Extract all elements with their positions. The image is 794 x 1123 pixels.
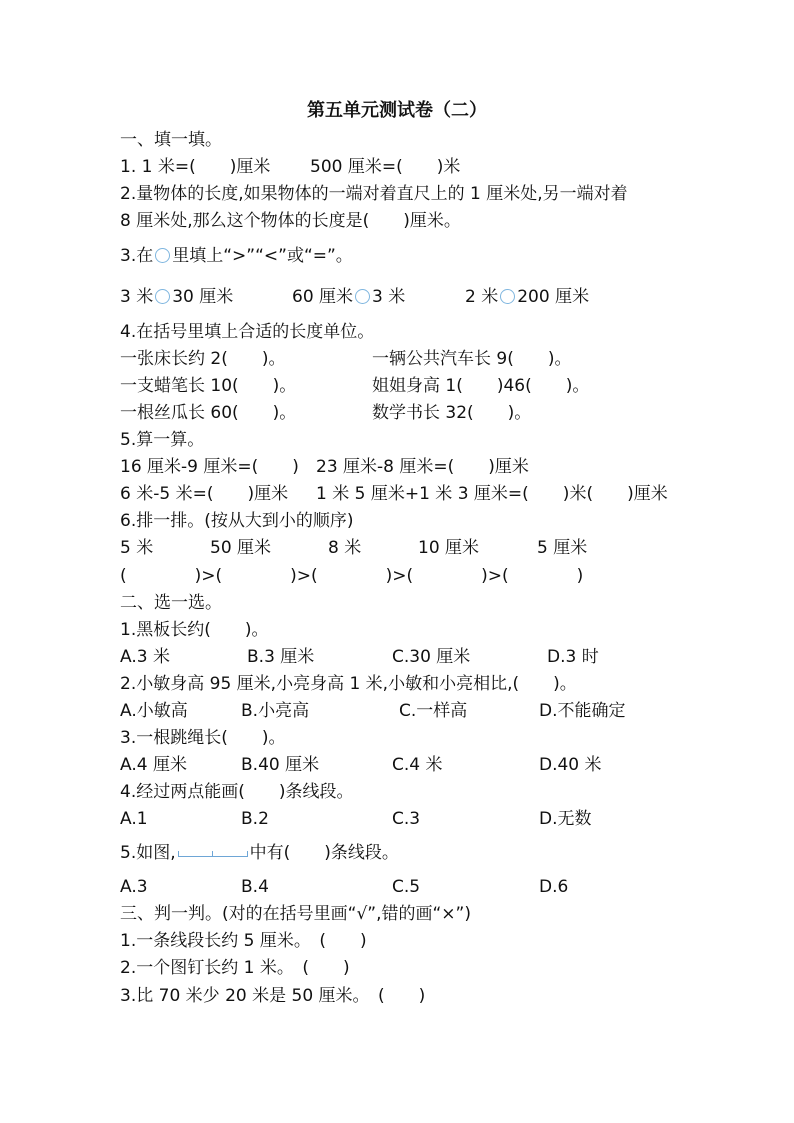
q2-5-opt-c: C.5 [392, 877, 421, 897]
q1-3-stem [120, 246, 353, 266]
compare-circle-icon [355, 289, 370, 304]
q2-4-opt-b: B.2 [241, 809, 269, 829]
q3-2: 2.一个图钉长约 1 米。 ( ) [120, 958, 350, 978]
q2-3-opt-c: C.4 米 [392, 755, 443, 775]
compare-2-left: 60 厘米 [292, 287, 354, 307]
compare-3-right: 200 厘米 [517, 287, 590, 307]
q2-3-opt-a: A.4 厘米 [120, 755, 187, 775]
q1-2-line1: 2.量物体的长度,如果物体的一端对着直尺上的 1 厘米处,另一端对着 [120, 184, 628, 204]
compare-2 [292, 287, 405, 307]
q1-4-r3b: 数学书长 32( )。 [372, 403, 532, 423]
q3-1: 1.一条线段长约 5 厘米。 ( ) [120, 931, 367, 951]
page-title: 第五单元测试卷（二） [307, 100, 487, 121]
q1-6-order: ( )>( )>( )>( )>( ) [120, 566, 584, 586]
q1-6-item: 5 米 [120, 538, 154, 558]
q1-6-item: 8 米 [328, 538, 362, 558]
q2-4-stem: 4.经过两点能画( )条线段。 [120, 782, 354, 802]
q2-2-opt-d: D.不能确定 [539, 701, 626, 721]
q2-3-stem: 3.一根跳绳长( )。 [120, 728, 286, 748]
q2-3-opt-b: B.40 厘米 [241, 755, 320, 775]
q1-4-r2a: 一支蜡笔长 10( )。 [120, 376, 297, 396]
q1-4-r3a: 一根丝瓜长 60( )。 [120, 403, 297, 423]
q2-1-opt-a: A.3 米 [120, 647, 170, 667]
segment-tick [178, 851, 179, 857]
q2-3-opt-d: D.40 米 [539, 755, 602, 775]
q2-2-stem: 2.小敏身高 95 厘米,小亮身高 1 米,小敏和小亮相比,( )。 [120, 674, 577, 694]
q1-3-post: 里填上“>”“<”或“=”。 [172, 246, 353, 266]
q2-5-post: 中有( )条线段。 [249, 843, 399, 863]
compare-1 [120, 287, 233, 307]
section-1-heading: 一、填一填。 [120, 130, 222, 150]
segment-tick [247, 851, 248, 857]
segment-line [178, 856, 248, 857]
q1-3-pre: 3.在 [120, 246, 154, 266]
compare-2-right: 3 米 [372, 287, 406, 307]
q1-4-r1a: 一张床长约 2( )。 [120, 349, 286, 369]
q2-5-opt-d: D.6 [539, 877, 569, 897]
compare-1-left: 3 米 [120, 287, 154, 307]
q2-2-opt-b: B.小亮高 [241, 701, 310, 721]
section-3-heading: 三、判一判。(对的在括号里画“√”,错的画“×”) [120, 904, 471, 924]
q2-1-opt-d: D.3 时 [547, 647, 599, 667]
q1-5-r1a: 16 厘米-9 厘米=( ) [120, 457, 299, 477]
q1-4-r1b: 一辆公共汽车长 9( )。 [372, 349, 572, 369]
line-segment-figure [178, 846, 248, 858]
q1-5-r2a: 6 米-5 米=( )厘米 [120, 484, 289, 504]
compare-3-left: 2 米 [465, 287, 499, 307]
q1-6-item: 10 厘米 [418, 538, 480, 558]
compare-1-right: 30 厘米 [172, 287, 234, 307]
q2-1-opt-b: B.3 厘米 [247, 647, 315, 667]
compare-circle-icon [500, 289, 515, 304]
segment-tick [212, 851, 213, 857]
compare-3 [465, 287, 589, 307]
q2-5-pre: 5.如图, [120, 843, 176, 863]
compare-circle-icon [155, 248, 170, 263]
q1-5-heading: 5.算一算。 [120, 430, 205, 450]
q1-2-line2: 8 厘米处,那么这个物体的长度是( )厘米。 [120, 211, 461, 231]
q2-4-opt-c: C.3 [392, 809, 421, 829]
q1-4-r2b: 姐姐身高 1( )46( )。 [372, 376, 590, 396]
q2-5-opt-a: A.3 [120, 877, 148, 897]
q2-1-opt-c: C.30 厘米 [392, 647, 471, 667]
q2-2-opt-a: A.小敏高 [120, 701, 188, 721]
q2-5-stem [120, 843, 399, 863]
q1-4-heading: 4.在括号里填上合适的长度单位。 [120, 322, 375, 342]
q2-4-opt-d: D.无数 [539, 809, 592, 829]
q3-3: 3.比 70 米少 20 米是 50 厘米。 ( ) [120, 986, 426, 1006]
q1-5-r2b: 1 米 5 厘米+1 米 3 厘米=( )米( )厘米 [316, 484, 668, 504]
q2-1-stem: 1.黑板长约( )。 [120, 620, 269, 640]
q1-6-item: 50 厘米 [210, 538, 272, 558]
q1-6-heading: 6.排一排。(按从大到小的顺序) [120, 511, 354, 531]
q1-1-a: 1. 1 米=( )厘米 [120, 157, 271, 177]
q2-5-opt-b: B.4 [241, 877, 269, 897]
q1-1-b: 500 厘米=( )米 [310, 157, 461, 177]
q1-5-r1b: 23 厘米-8 厘米=( )厘米 [316, 457, 529, 477]
section-2-heading: 二、选一选。 [120, 593, 222, 613]
compare-circle-icon [155, 289, 170, 304]
q2-4-opt-a: A.1 [120, 809, 148, 829]
q2-2-opt-c: C.一样高 [399, 701, 468, 721]
q1-6-item: 5 厘米 [537, 538, 588, 558]
